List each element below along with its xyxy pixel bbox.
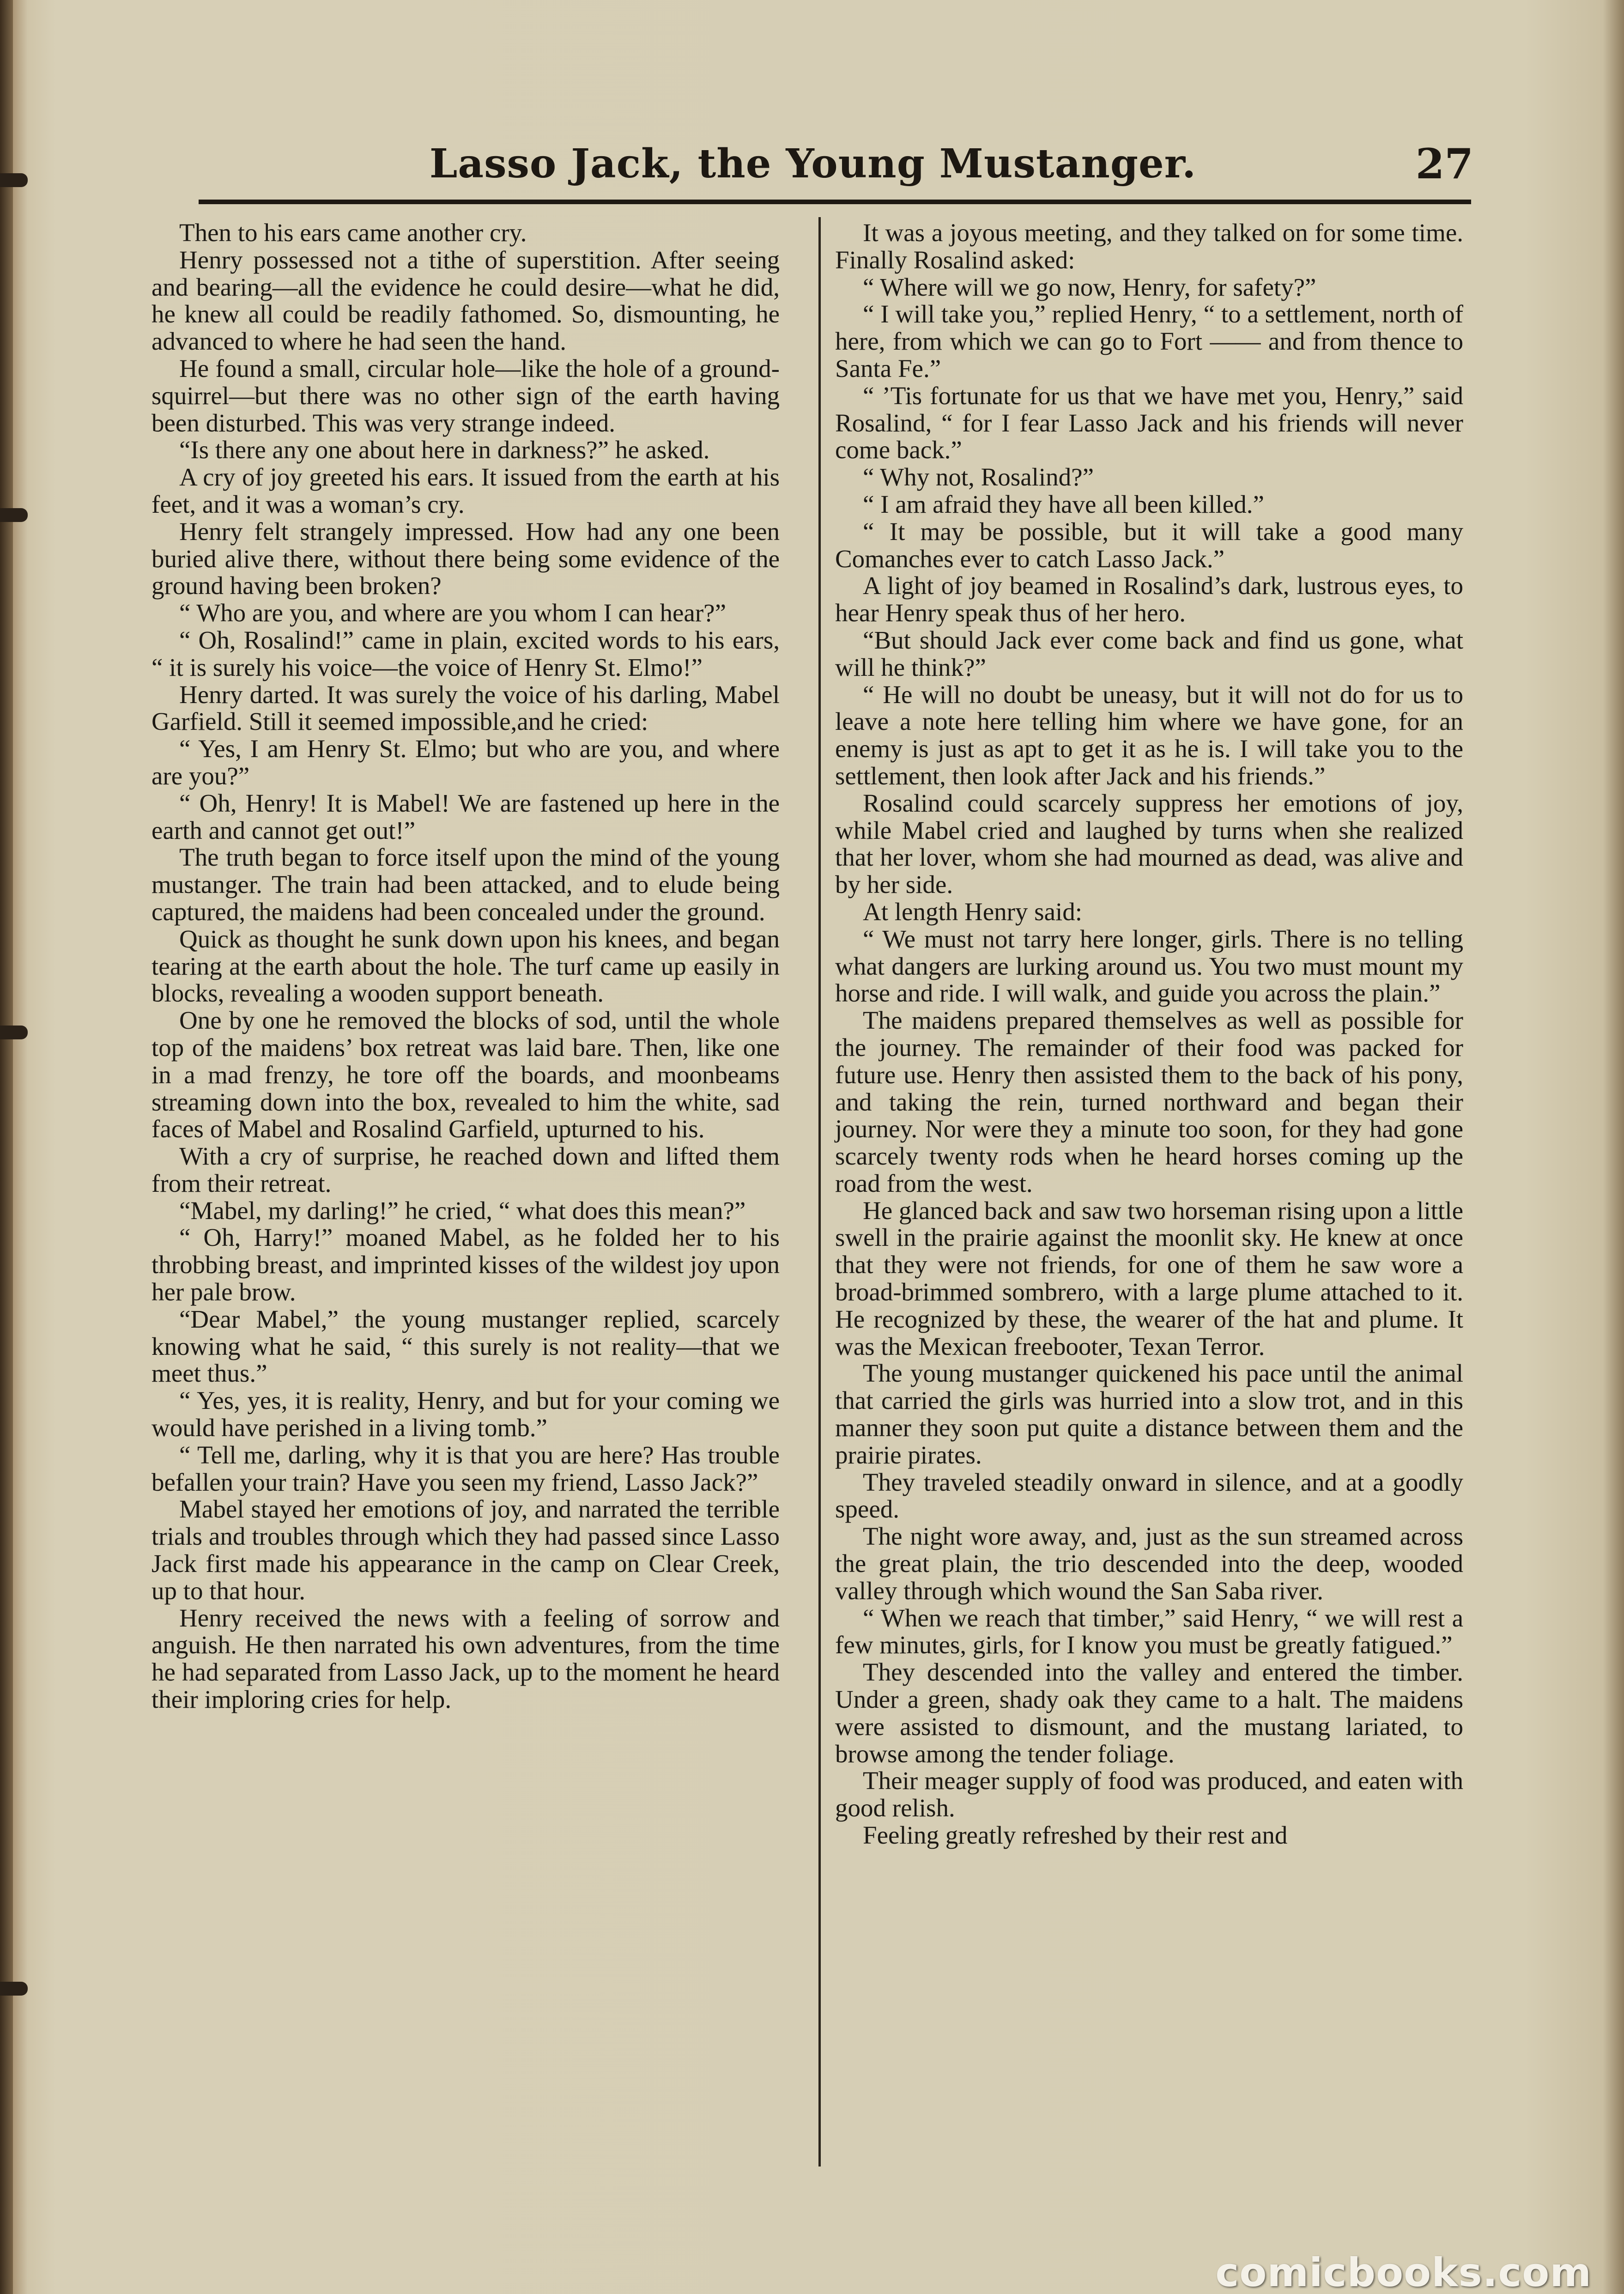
column-divider bbox=[818, 217, 821, 2167]
paragraph: “ ’Tis fortunate for us that we have met you, Henry,” said Rosalind, “ for I fear Lasso Jack and his friends will never come back.” bbox=[835, 381, 1463, 464]
paragraph: “ Oh, Rosalind!” came in plain, excited words to his ears, “ it is surely his voice—the voice of Henry St. Elmo!” bbox=[151, 625, 780, 681]
paragraph: “ Where will we go now, Henry, for safety?” bbox=[863, 273, 1316, 301]
left-text-column bbox=[151, 219, 780, 2178]
paragraph: “ I am afraid they have all been killed.” bbox=[863, 490, 1264, 518]
paragraph: It was a joyous meeting, and they talked on for some time. Finally Rosalind asked: bbox=[835, 218, 1463, 274]
paragraph: Rosalind could scarcely suppress her emotions of joy, while Mabel cried and laughed by turns when she realized that her lover, whom she had mourned as dead, was alive and by her side. bbox=[835, 789, 1463, 899]
right-text-column bbox=[835, 219, 1463, 2178]
binding-staple bbox=[0, 508, 28, 522]
binding-staple bbox=[0, 1982, 28, 1996]
paragraph: The truth began to force itself upon the mind of the young mustanger. The train had been attacked, and to elude being captured, the maidens had been concealed under the ground. bbox=[151, 843, 780, 926]
paragraph: Henry felt strangely impressed. How had any one been buried alive there, without there being some evidence of the ground having been broken? bbox=[151, 517, 780, 600]
paragraph: One by one he removed the blocks of sod, until the whole top of the maidens’ box retreat was laid bare. Then, like one in a mad frenzy, he tore off the boards, and moonbeams streaming down into the box, revealed to him the white, sad faces of Mabel and Rosalind Garfield, upturned to his. bbox=[151, 1006, 780, 1143]
watermark: comicbooks.com bbox=[1215, 2250, 1592, 2294]
paragraph: Their meager supply of food was produced, and eaten with good relish. bbox=[835, 1766, 1463, 1822]
paragraph: “Mabel, my darling!” he cried, “ what does this mean?” bbox=[179, 1196, 746, 1225]
running-title: Lasso Jack, the Young Mustanger. bbox=[429, 140, 1197, 187]
header-rule bbox=[199, 200, 1471, 204]
paragraph: Feeling greatly refreshed by their rest and bbox=[863, 1821, 1288, 1850]
paragraph: “ Oh, Henry! It is Mabel! We are fastened up here in the earth and cannot get out!” bbox=[151, 789, 780, 844]
paragraph: The night wore away, and, just as the sun streamed across the great plain, the trio descended into the deep, wooded valley through which wound the San Saba river. bbox=[835, 1522, 1463, 1605]
paragraph: Henry darted. It was surely the voice of his darling, Mabel Garfield. Still it seemed impossible,and he cried: bbox=[151, 680, 780, 736]
paragraph: They descended into the valley and entered the timber. Under a green, shady oak they came to a halt. The maidens were assisted to dismount, and the mustang lariated, to browse among the tender foliage. bbox=[835, 1658, 1463, 1768]
paragraph: “ Why not, Rosalind?” bbox=[863, 463, 1094, 492]
page-header bbox=[152, 139, 1473, 189]
paragraph: “But should Jack ever come back and find us gone, what will he think?” bbox=[835, 625, 1463, 681]
paragraph: “ Yes, I am Henry St. Elmo; but who are you, and where are you?” bbox=[151, 734, 780, 790]
page-binding bbox=[0, 0, 13, 2294]
paragraph: Henry received the news with a feeling of sorrow and anguish. He then narrated his own adventures, from the time he had separated from Lasso Jack, up to the moment he heard their imploring cries for help. bbox=[151, 1603, 780, 1714]
paragraph: “ I will take you,” replied Henry, “ to a settlement, north of here, from which we can go to Fort —— and from thence to Santa Fe.” bbox=[835, 300, 1463, 382]
paragraph: A light of joy beamed in Rosalind’s dark, lustrous eyes, to hear Henry speak thus of her hero. bbox=[835, 571, 1463, 627]
paragraph: “ Yes, yes, it is reality, Henry, and but for your coming we would have perished in a living tomb.” bbox=[151, 1386, 780, 1442]
paragraph: Then to his ears came another cry. bbox=[179, 218, 527, 247]
paragraph: “ Who are you, and where are you whom I can hear?” bbox=[179, 599, 726, 627]
paragraph: “Is there any one about here in darkness?” he asked. bbox=[179, 436, 710, 464]
binding-staple bbox=[0, 1026, 28, 1039]
page-number: 27 bbox=[1415, 140, 1473, 188]
paragraph: He found a small, circular hole—like the hole of a ground-squirrel—but there was no other sign of the earth having been disturbed. This was very strange indeed. bbox=[151, 354, 780, 437]
paragraph: “ He will no doubt be uneasy, but it will not do for us to leave a note here telling him where we have gone, for an enemy is just as apt to get it as he is. I will take you to the settlement, then look after Jack and his friends.” bbox=[835, 680, 1463, 790]
paragraph: He glanced back and saw two horseman rising upon a little swell in the prairie against the moonlit sky. He knew at once that they were not friends, for one of them he saw wore a broad-brimmed sombrero, with a large plume attached to it. He recognized by these, the wearer of the hat and plume. It was the Mexican freebooter, Texan Terror. bbox=[835, 1196, 1463, 1360]
paragraph: “ Oh, Harry!” moaned Mabel, as he folded her to his throbbing breast, and imprinted kisses of the wildest joy upon her pale brow. bbox=[151, 1223, 780, 1306]
paragraph: “Dear Mabel,” the young mustanger replied, scarcely knowing what he said, “ this surely is not reality—that we meet thus.” bbox=[151, 1305, 780, 1388]
paragraph: Mabel stayed her emotions of joy, and narrated the terrible trials and troubles through which they had passed since Lasso Jack first made his appearance in the camp on Clear Creek, up to that hour. bbox=[151, 1495, 780, 1605]
paragraph: “ It may be possible, but it will take a good many Comanches ever to catch Lasso Jack.” bbox=[835, 517, 1463, 573]
binding-staple bbox=[0, 173, 28, 187]
paragraph: “ Tell me, darling, why it is that you are here? Has trouble befallen your train? Have you seen my friend, Lasso Jack?” bbox=[151, 1440, 780, 1496]
paragraph: A cry of joy greeted his ears. It issued from the earth at his feet, and it was a woman’s cry. bbox=[151, 463, 780, 518]
paragraph: The maidens prepared themselves as well as possible for the journey. The remainder of their food was packed for future use. Henry then assisted them to the back of his pony, and taking the rein, turned northward and began their journey. Nor were they a minute too soon, for they had gone scarcely twenty rods when he heard horses coming up the road from the west. bbox=[835, 1006, 1463, 1197]
paragraph: With a cry of surprise, he reached down and lifted them from their retreat. bbox=[151, 1142, 780, 1197]
paragraph: “ When we reach that timber,” said Henry, “ we will rest a few minutes, girls, for I know you must be greatly fatigued.” bbox=[835, 1603, 1463, 1659]
paragraph: Henry possessed not a tithe of superstition. After seeing and bearing—all the evidence he could desire—what he did, he knew all could be readily fathomed. So, dismounting, he advanced to where he had seen the hand. bbox=[151, 245, 780, 356]
paragraph: Quick as thought he sunk down upon his knees, and began tearing at the earth about the hole. The turf came up easily in blocks, revealing a wooden support beneath. bbox=[151, 924, 780, 1007]
paragraph: The young mustanger quickened his pace until the animal that carried the girls was hurried into a slow trot, and in this manner they soon put quite a distance between them and the prairie pirates. bbox=[835, 1359, 1463, 1469]
paragraph: They traveled steadily onward in silence, and at a goodly speed. bbox=[835, 1468, 1463, 1523]
paragraph: At length Henry said: bbox=[863, 897, 1083, 926]
paragraph: “ We must not tarry here longer, girls. There is no telling what dangers are lurking around us. You two must mount my horse and ride. I will walk, and guide you across the plain.” bbox=[835, 924, 1463, 1007]
